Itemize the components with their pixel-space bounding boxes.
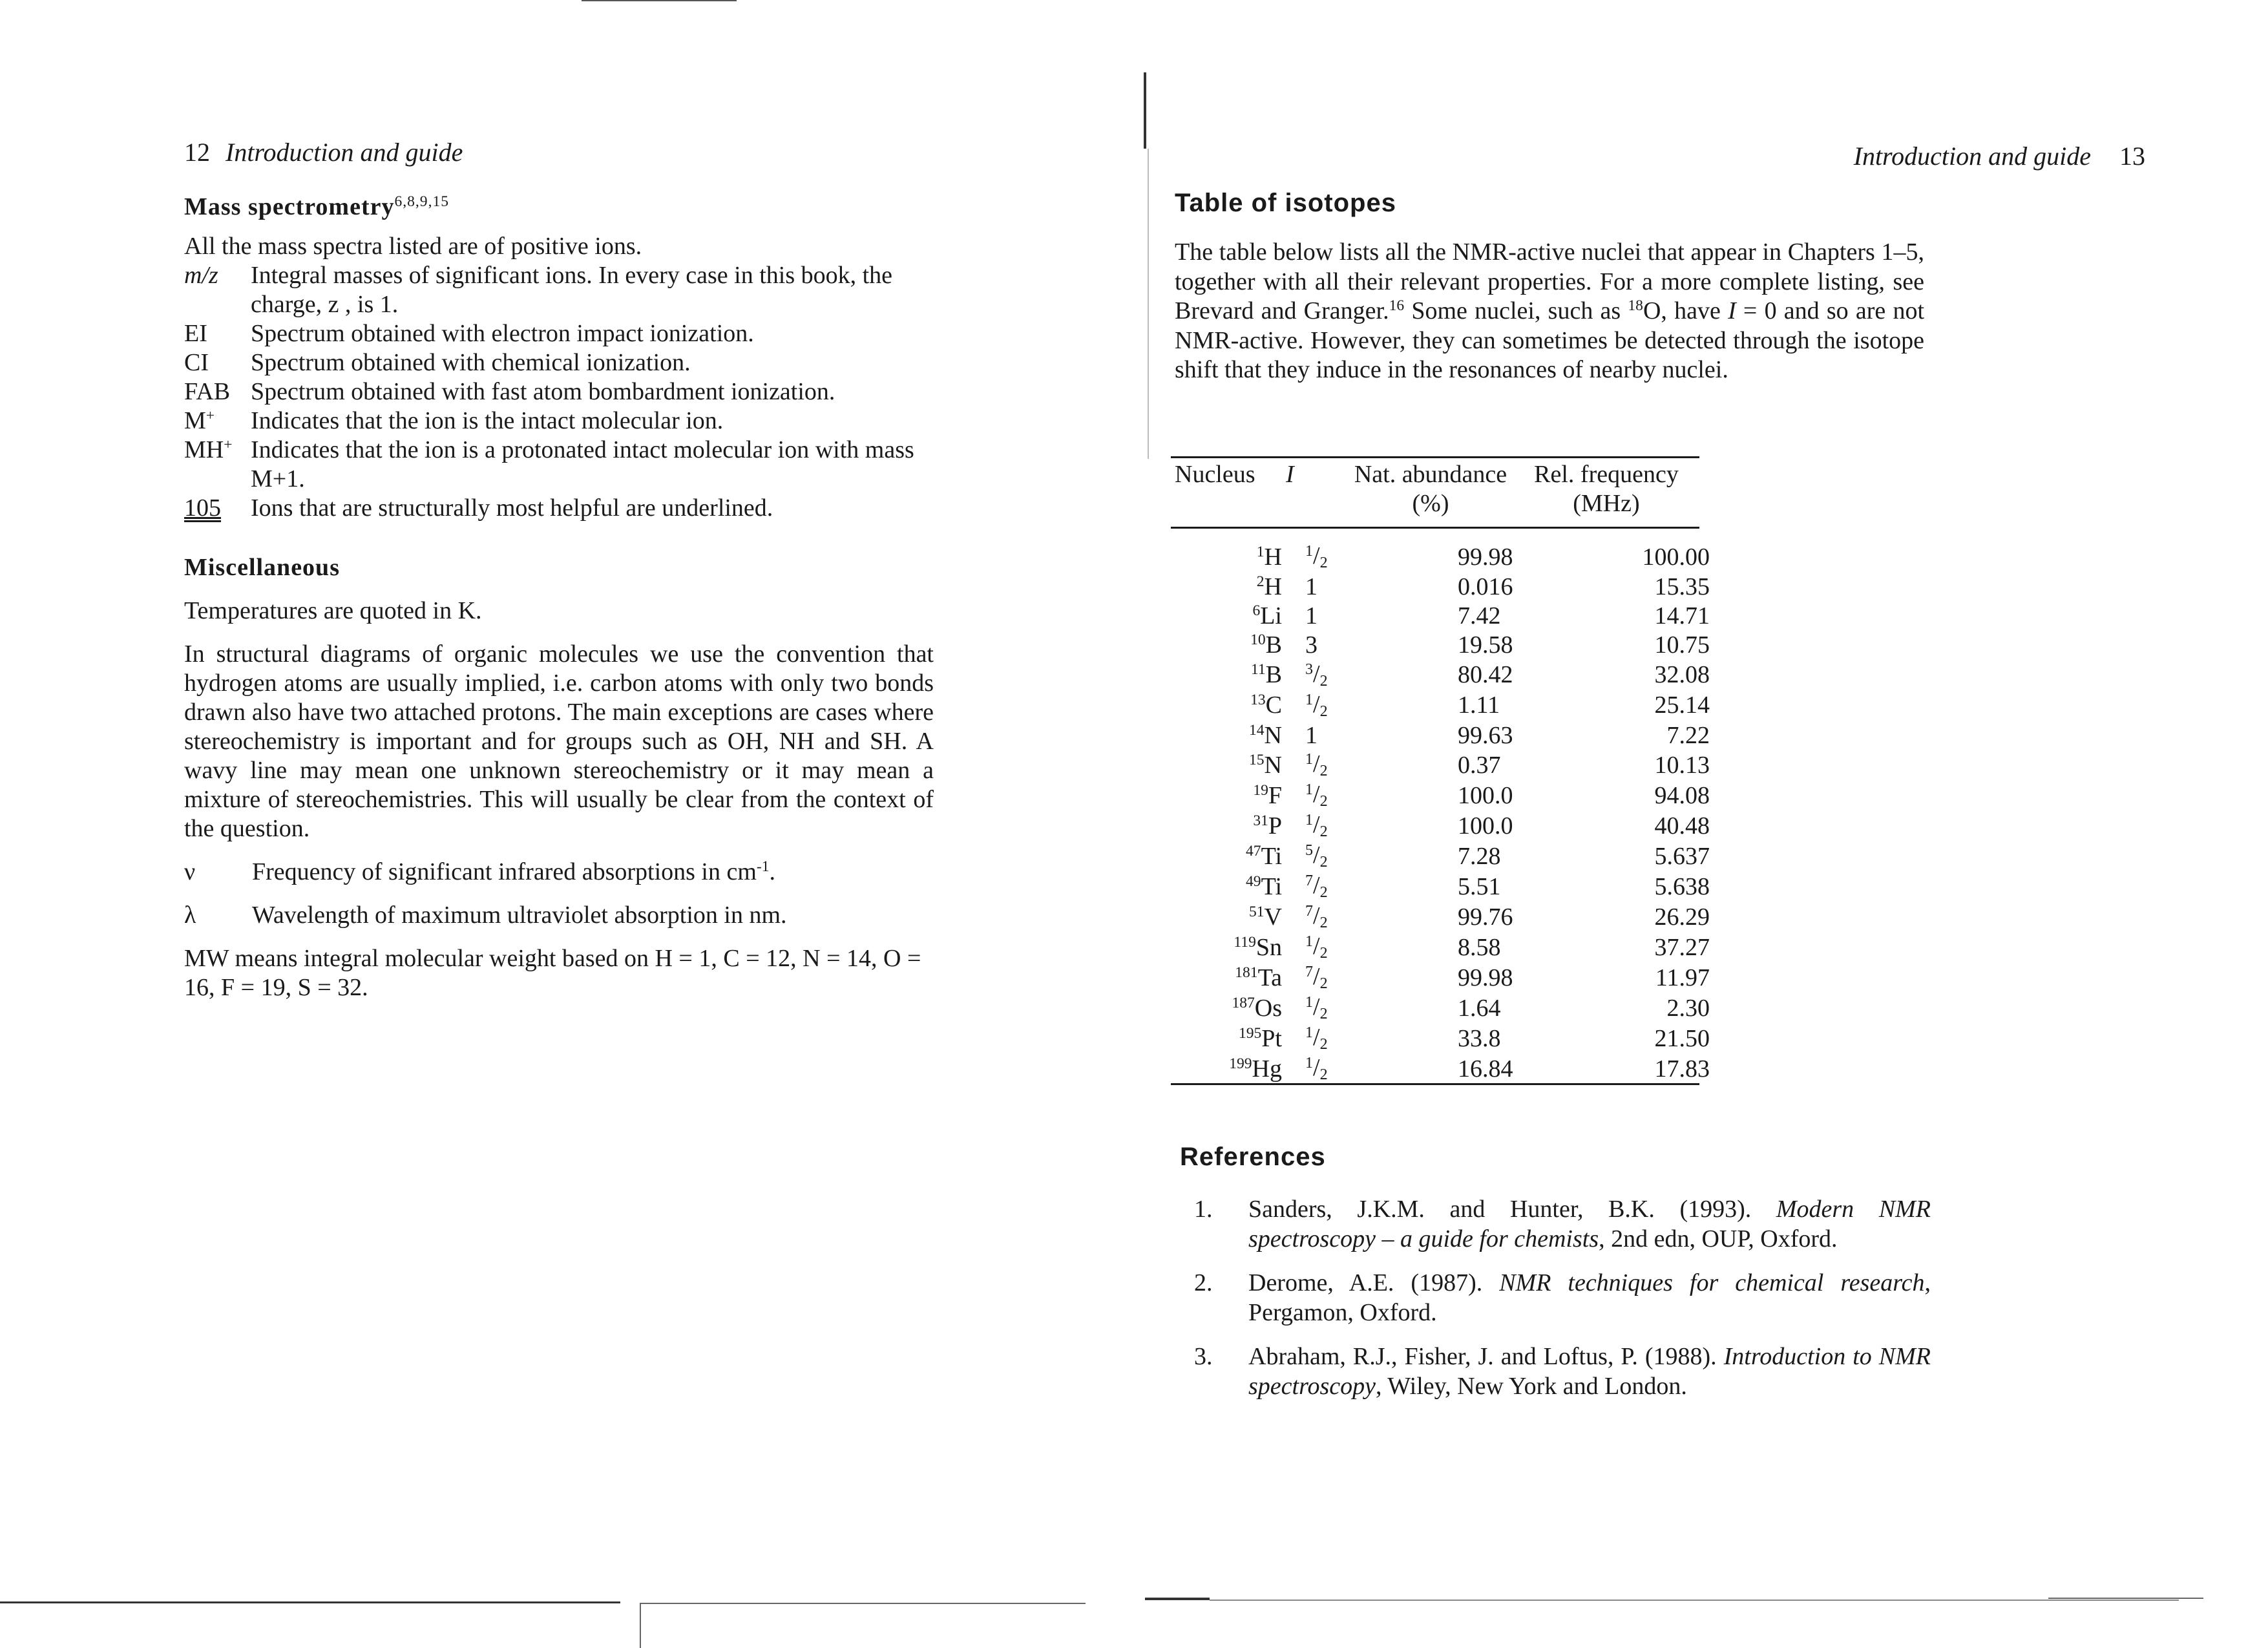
bottom-edge-line [1210,1600,2179,1601]
abundance-cell: 8.58 [1458,933,1501,961]
def-term: CI [184,349,209,376]
nu-row [184,858,947,887]
spin-cell: 1 [1305,721,1318,749]
table-row [1175,810,1710,841]
frequency-cell: 5.638 [1654,872,1710,900]
nucleus-cell: $^{119}$Sn [1234,933,1282,961]
bottom-edge-line [640,1603,641,1648]
nucleus-cell: $^6$Li [1252,602,1282,629]
table-row [1175,993,1710,1023]
spin-cell: $^7$/2 [1305,963,1328,993]
spin-cell: $^1$/2 [1305,781,1328,810]
def-row [184,436,947,494]
reference-item: 3. Abraham, R.J., Fisher, J. and Loftus, P. (1988). Introduction to NMR spectroscopy, Wiley, New York and London. [1194,1343,1931,1400]
table-row [1175,841,1710,871]
table-row [1175,871,1710,902]
reference-item: 2. Derome, A.E. (1987). NMR techniques for chemical research, Pergamon, Oxford. [1194,1269,1931,1326]
def-row [184,348,947,377]
def-row [184,319,947,348]
spin-cell: $^1$/2 [1305,933,1328,962]
abundance-cell: 100.0 [1458,781,1513,809]
abundance-cell: 33.8 [1458,1024,1501,1052]
abundance-cell: 7.42 [1458,602,1501,629]
abundance-cell: 99.98 [1458,543,1513,571]
abundance-cell: 7.28 [1458,842,1501,870]
abundance-cell: 0.016 [1458,573,1513,600]
frequency-cell: 32.08 [1654,661,1710,689]
nucleus-cell: $^{187}$Os [1232,994,1282,1022]
def-desc: Ions that are structurally most helpful are underlined. [251,494,773,522]
left-running-head [184,137,463,167]
abundance-cell: 99.76 [1458,903,1513,931]
spin-cell: $^1$/2 [1305,542,1328,571]
table-row [1175,780,1710,810]
def-desc: Indicates that the ion is the intact molecular ion. [251,407,724,434]
bottom-edge-line [2048,1598,2203,1599]
nu-desc: Frequency of significant infrared absorptions in $cm^{-1}$. [252,858,776,885]
references-heading: References [1180,1143,1326,1171]
col-header-spin: I [1286,461,1294,488]
table-row [1175,750,1710,780]
spin-cell: $^1$/2 [1305,1054,1328,1084]
table-row [1175,631,1710,660]
bottom-edge-line [1145,1598,1210,1600]
nucleus-cell: $^{49}$Ti [1246,872,1282,900]
misc-heading: Miscellaneous [184,554,340,581]
spin-cell: $^1$/2 [1305,811,1328,841]
def-desc: Spectrum obtained with fast atom bombardment ionization. [251,378,835,405]
def-term: MH+ [184,436,233,463]
table-row [1175,660,1710,690]
mass-spec-heading: Mass spectrometry$^{6,8,9,15}$ [184,193,450,220]
spin-cell: $^5$/2 [1305,841,1328,871]
table-row [1175,721,1710,750]
right-page-number: 13 [2119,142,2145,171]
gutter-shadow [1148,149,1149,459]
spin-cell: $^7$/2 [1305,872,1328,902]
frequency-cell: 7.22 [1666,721,1710,749]
left-running-title: Introduction and guide [226,138,463,167]
nucleus-cell: $^{199}$Hg [1229,1055,1282,1083]
table-row [1175,1053,1710,1084]
nucleus-cell: $^1$H [1256,543,1282,571]
def-term: M+ [184,407,215,434]
abundance-cell: 1.11 [1458,692,1500,719]
frequency-cell: 94.08 [1654,781,1710,809]
references-list [1194,1194,1931,1415]
spin-cell: $^1$/2 [1305,750,1328,780]
def-desc: Spectrum obtained with chemical ionization. [251,349,691,376]
frequency-cell: 11.97 [1655,964,1710,991]
spin-cell: 1 [1305,573,1318,600]
abundance-cell: 5.51 [1458,872,1501,900]
temps-note: Temperatures are quoted in K. [184,597,482,624]
nu-symbol: ν [184,858,196,885]
abundance-cell: 0.37 [1458,751,1501,779]
def-row [184,407,947,436]
nucleus-cell: $^{15}$N [1249,751,1282,779]
frequency-cell: 15.35 [1654,573,1710,600]
table-intro: The table below lists all the NMR-active nuclei that appear in Chapters 1–5, together with all their relevant properties. For a more complete listing, see Brevard and Granger.$^{16}$ Some nuclei, such as $^{18}$O, have I = 0 and so are not NMR-active. However, they can sometimes be detected through the isotope shift that they induce in the resonances of nearby nuclei. [1175,238,1925,383]
def-term: m/z [184,262,218,289]
col-header-frequency: Rel. frequency (MHz) [1534,461,1679,517]
frequency-cell: 100.00 [1642,543,1710,571]
table-top-rule [1171,456,1699,458]
nucleus-cell: $^{13}$C [1250,692,1282,719]
reference-item: 1. Sanders, J.K.M. and Hunter, B.K. (1993). Modern NMR spectroscopy – a guide for chemists, 2nd edn, OUP, Oxford. [1194,1196,1931,1252]
misc-section [184,553,947,1002]
col-header-nucleus: Nucleus [1175,461,1255,488]
right-running-title: Introduction and guide [1853,142,2091,171]
bottom-edge-line [0,1601,620,1603]
frequency-cell: 21.50 [1654,1024,1710,1052]
mass-spec-section [184,193,947,523]
spin-cell: $^1$/2 [1305,1024,1328,1053]
abundance-cell: 16.84 [1458,1055,1513,1083]
frequency-cell: 10.13 [1654,751,1710,779]
def-row [184,261,947,319]
bottom-edge-line [640,1603,1086,1604]
spin-cell: $^1$/2 [1305,993,1328,1023]
spin-cell: 1 [1305,602,1318,629]
def-term: EI [184,320,207,347]
table-heading: Table of isotopes [1175,189,1396,217]
spin-cell: $^7$/2 [1305,902,1328,932]
table-row [1175,601,1710,630]
frequency-cell: 5.637 [1654,842,1710,870]
def-term: FAB [184,378,231,405]
top-edge-line [582,0,737,1]
spin-cell: $^1$/2 [1305,690,1328,720]
right-running-head [1854,141,2145,171]
abundance-cell: 80.42 [1458,661,1513,689]
table-row [1175,690,1710,721]
nucleus-cell: $^{10}$B [1250,631,1282,659]
left-page-number: 12 [184,138,210,167]
abundance-cell: 99.98 [1458,964,1513,991]
lambda-row [184,901,947,930]
table-row [1175,932,1710,962]
table-row [1175,962,1710,993]
frequency-cell: 10.75 [1654,631,1710,659]
nucleus-cell: $^{14}$N [1249,721,1282,749]
nucleus-cell: $^{181}$Ta [1235,964,1282,991]
spin-cell: 3 [1305,631,1318,659]
frequency-cell: 17.83 [1654,1055,1710,1083]
frequency-cell: 26.29 [1654,903,1710,931]
isotope-table [1175,542,1710,1084]
def-desc: Integral masses of significant ions. In every case in this book, the charge, z , is 1. [251,262,893,318]
frequency-cell: 14.71 [1654,602,1710,629]
def-desc: Indicates that the ion is a protonated intact molecular ion with mass M+1. [251,436,914,492]
abundance-cell: 99.63 [1458,721,1513,749]
table-header-rule [1171,527,1699,529]
mass-spec-heading-refs: 6,8,9,15 [394,193,450,211]
col-header-abundance: Nat. abundance (%) [1354,461,1507,517]
def-term: 105 [184,494,221,522]
def-row [184,494,947,523]
def-desc: Spectrum obtained with electron impact ionization. [251,320,754,347]
nucleus-cell: $^{51}$V [1249,903,1282,931]
table-row [1175,902,1710,932]
nucleus-cell: $^{195}$Pt [1238,1024,1282,1052]
table-row [1175,572,1710,601]
table-row [1175,1023,1710,1053]
mass-spec-intro: All the mass spectra listed are of positive ions. [184,233,642,260]
def-row [184,377,947,407]
structural-note: In structural diagrams of organic molecules we use the convention that hydrogen atoms are usually implied, i.e. carbon atoms with only two bonds drawn also have two attached protons. The main exceptions are cases where stereochemistry is important and for groups such as OH, NH and SH. A wavy line may mean one unknown stereochemistry or it may mean a mixture of stereochemistries. This will usually be clear from the context of the question. [184,640,934,842]
spin-cell: $^3$/2 [1305,660,1328,690]
abundance-cell: 19.58 [1458,631,1513,659]
nucleus-cell: $^{31}$P [1253,812,1282,840]
frequency-cell: 2.30 [1666,994,1710,1022]
nucleus-cell: $^{19}$F [1253,781,1282,809]
lambda-desc: Wavelength of maximum ultraviolet absorption in nm. [252,902,787,929]
frequency-cell: 25.14 [1654,692,1710,719]
lambda-symbol: λ [184,902,196,929]
frequency-cell: 40.48 [1654,812,1710,840]
abundance-cell: 1.64 [1458,994,1501,1022]
gutter-shadow [1144,72,1146,149]
table-row [1175,542,1710,572]
nucleus-cell: $^2$H [1256,573,1282,600]
abundance-cell: 100.0 [1458,812,1513,840]
frequency-cell: 37.27 [1654,933,1710,961]
nucleus-cell: $^{47}$Ti [1246,842,1282,870]
mw-note: MW means integral molecular weight based on H = 1, C = 12, N = 14, O = 16, F = 19, S = 32. [184,945,921,1001]
nucleus-cell: $^{11}$B [1250,661,1282,689]
